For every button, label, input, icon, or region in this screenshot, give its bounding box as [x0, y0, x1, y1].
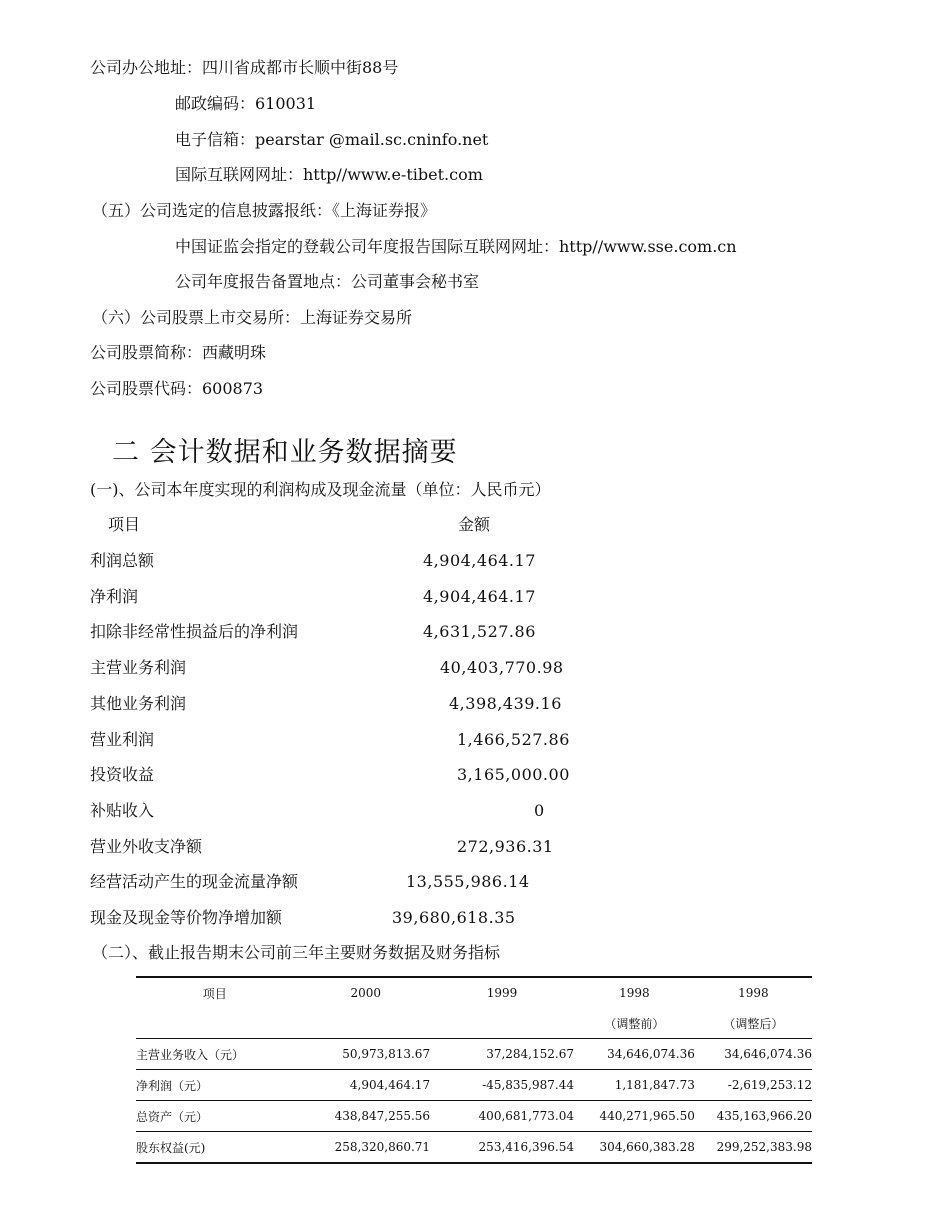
stock-abbreviation: 公司股票简称：西藏明珠: [90, 343, 267, 362]
table-subheader-cell: （调整前）: [574, 1008, 695, 1039]
table-subheader-cell: [430, 1008, 574, 1039]
disclosure-paper: （五）公司选定的信息披露报纸：《上海证券报》: [92, 201, 437, 220]
table-header-cell: 1998: [738, 986, 769, 1000]
profit-row-label: 营业利润: [90, 730, 155, 749]
table-cell: 34,646,074.36: [695, 1039, 812, 1070]
profit-row-value: 1,466,527.86: [457, 730, 570, 749]
table-row: [136, 1070, 812, 1101]
profit-row-value: 3,165,000.00: [457, 765, 570, 784]
table-header-cell: 项目: [202, 986, 227, 1001]
profit-row-label: 投资收益: [90, 765, 155, 784]
profit-row-value: 4,398,439.16: [449, 694, 562, 713]
table-cell: -2,619,253.12: [695, 1070, 812, 1101]
postal-code: 邮政编码：610031: [175, 94, 317, 113]
profit-row-value: 4,631,527.86: [423, 622, 536, 641]
table-cell: 253,416,396.54: [478, 1140, 574, 1154]
report-location: 公司年度报告备置地点：公司董事会秘书室: [175, 272, 480, 291]
website: 国际互联网网址：http//www.e-tibet.com: [175, 165, 483, 184]
section-title: 二 会计数据和业务数据摘要: [112, 437, 458, 468]
profit-row-value: 40,403,770.98: [440, 658, 564, 677]
table-cell: 438,847,255.56: [302, 1101, 431, 1132]
profit-row-label: 利润总额: [90, 551, 155, 570]
table-cell: 435,163,966.20: [695, 1101, 812, 1132]
table-subheader-cell: [302, 1008, 431, 1039]
profit-row-label: 净利润: [90, 587, 139, 606]
table-subheader-cell: [136, 1008, 302, 1039]
table-header-row: [136, 977, 812, 1008]
profit-row-value: 39,680,618.35: [392, 908, 516, 927]
table-subheader-cell: （调整后）: [695, 1008, 812, 1039]
table-header-cell: 1999: [486, 986, 518, 1000]
table-cell: 304,660,383.28: [599, 1140, 695, 1154]
profit-header-item: 项目: [108, 515, 141, 534]
profit-row-label: 现金及现金等价物净增加额: [90, 908, 283, 927]
profit-row-label: 营业外收支净额: [90, 837, 203, 856]
financial-table: [136, 976, 812, 1164]
table-cell: 400,681,773.04: [430, 1101, 574, 1132]
profit-row-value: 13,555,986.14: [406, 872, 530, 891]
profit-row-value: 4,904,464.17: [423, 551, 536, 570]
office-address: 公司办公地址：四川省成都市长顺中街88号: [90, 58, 399, 77]
table-cell: 4,904,464.17: [302, 1070, 431, 1101]
profit-row-label: 补贴收入: [90, 801, 155, 820]
profit-section-title: (一)、公司本年度实现的利润构成及现金流量（单位：人民币元）: [90, 480, 551, 499]
table-subheader-row: [136, 1008, 812, 1039]
table-cell: 股东权益(元): [136, 1140, 206, 1155]
table-cell: 34,646,074.36: [574, 1039, 695, 1070]
profit-header-amount: 金额: [458, 515, 491, 534]
table-cell: 440,271,965.50: [574, 1101, 695, 1132]
table-header-cell: 1998: [619, 986, 650, 1000]
table-cell: 总资产（元）: [136, 1101, 302, 1132]
table-header-cell: 2000: [350, 986, 382, 1000]
csrc-website: 中国证监会指定的登载公司年度报告国际互联网网址：http//www.sse.com.cn: [175, 237, 737, 256]
profit-row-label: 其他业务利润: [90, 694, 187, 713]
stock-code: 公司股票代码：600873: [90, 379, 264, 398]
profit-row-value: 0: [534, 801, 545, 820]
table-cell: 258,320,860.71: [334, 1140, 431, 1154]
profit-row-value: 272,936.31: [457, 837, 554, 856]
table-row: [136, 1101, 812, 1132]
profit-row-label: 主营业务利润: [90, 658, 187, 677]
table-cell: 299,252,383.98: [716, 1140, 812, 1154]
stock-exchange: （六）公司股票上市交易所：上海证券交易所: [92, 308, 413, 327]
table-row: [136, 1132, 812, 1164]
table-cell: -45,835,987.44: [430, 1070, 574, 1101]
table-cell: 主营业务收入（元）: [136, 1039, 302, 1070]
table-row: [136, 1039, 812, 1070]
table-cell: 50,973,813.67: [302, 1039, 431, 1070]
table-cell: 37,284,152.67: [430, 1039, 574, 1070]
financial-section-title: （二）、截止报告期末公司前三年主要财务数据及财务指标: [92, 943, 501, 962]
table-cell: 1,181,847.73: [574, 1070, 695, 1101]
profit-row-value: 4,904,464.17: [423, 587, 536, 606]
table-cell: 净利润（元）: [136, 1070, 302, 1101]
email: 电子信箱：pearstar @mail.sc.cninfo.net: [175, 130, 489, 149]
profit-row-label: 经营活动产生的现金流量净额: [90, 872, 299, 891]
profit-row-label: 扣除非经常性损益后的净利润: [90, 622, 299, 641]
